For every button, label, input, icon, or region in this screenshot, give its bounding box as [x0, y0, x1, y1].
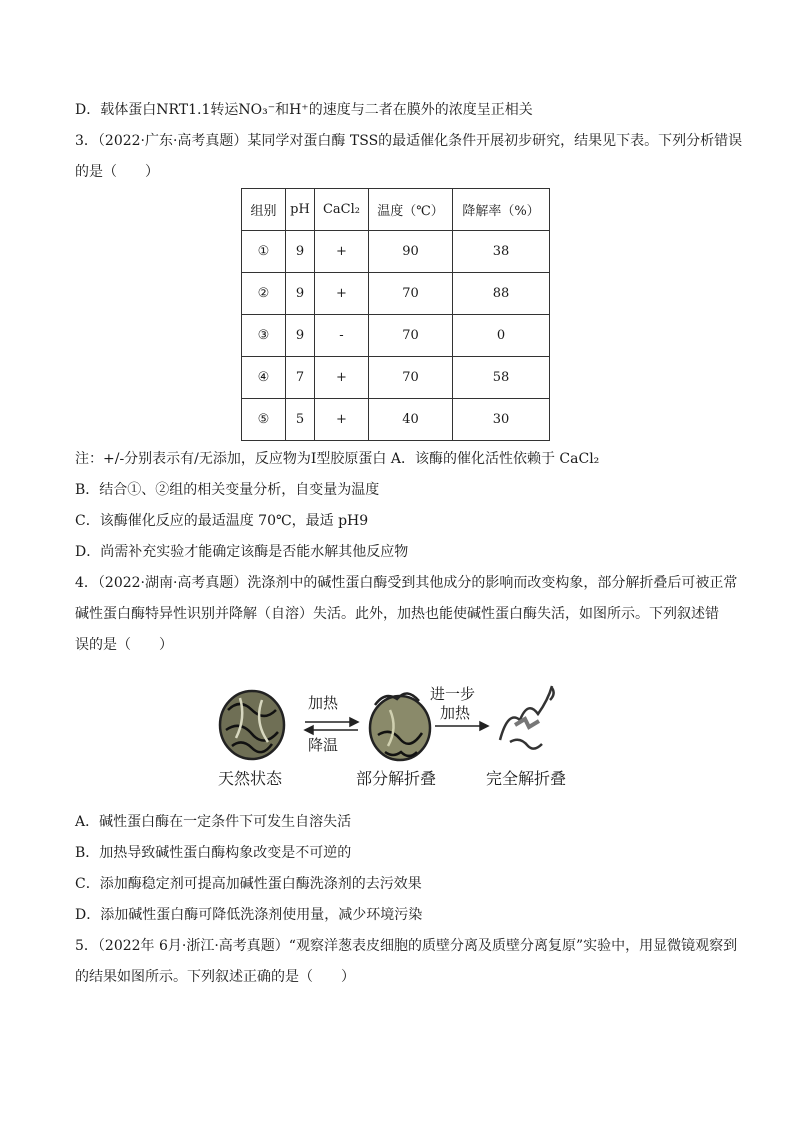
table-header: pH	[286, 189, 315, 231]
caption-partial: 部分解折叠	[356, 769, 437, 788]
q3-stem-line1: 3．（2022·广东·高考真题）某同学对蛋白酶 TSS的最适催化条件开展初步研究，结果见下表。下列分析错误	[75, 133, 743, 149]
q3-stem-line2: 的是（ ）	[75, 164, 159, 180]
q4-stem-line3: 误的是（ ）	[75, 637, 173, 653]
table-cell: 9	[286, 315, 315, 357]
table-cell: +	[315, 399, 369, 441]
table-cell: ③	[242, 315, 286, 357]
table-cell: ①	[242, 231, 286, 273]
arrow-label-heat: 加热	[308, 694, 339, 712]
q2-option-d: D．载体蛋白NRT1.1转运NO₃⁻和H⁺的速度与二者在膜外的浓度呈正相关	[75, 102, 533, 118]
caption-full: 完全解折叠	[486, 769, 567, 788]
q4-option-b: B．加热导致碱性蛋白酶构象改变是不可逆的	[75, 845, 352, 861]
table-cell: -	[315, 315, 369, 357]
table-cell: ④	[242, 357, 286, 399]
q4-stem-line2: 碱性蛋白酶特异性识别并降解（自溶）失活。此外，加热也能使碱性蛋白酶失活，如图所示。下列叙述错	[75, 606, 719, 622]
table-cell: +	[315, 231, 369, 273]
table-cell: 70	[369, 357, 453, 399]
table-header-row	[242, 189, 550, 231]
caption-native: 天然状态	[218, 769, 283, 788]
table-cell: ②	[242, 273, 286, 315]
q5-stem-line1: 5．（2022年 6月·浙江·高考真题）“观察洋葱表皮细胞的质壁分离及质壁分离复原”实验中，用显微镜观察到	[75, 938, 738, 954]
table-cell: +	[315, 357, 369, 399]
table-header: 降解率（%）	[453, 189, 550, 231]
q3-note: 注：+/-分别表示有/无添加，反应物为Ⅰ型胶原蛋白 A．该酶的催化活性依赖于 CaCl₂	[75, 451, 600, 467]
table-cell: 90	[369, 231, 453, 273]
table-cell: 30	[453, 399, 550, 441]
arrow-label-cool: 降温	[308, 736, 339, 754]
table-cell: 0	[453, 315, 550, 357]
table-cell: 70	[369, 273, 453, 315]
q4-stem-line1: 4．（2022·湖南·高考真题）洗涤剂中的碱性蛋白酶受到其他成分的影响而改变构象，部分解折叠后可被正常	[75, 575, 738, 591]
table-cell: 38	[453, 231, 550, 273]
arrow-label-heat2: 加热	[440, 704, 471, 722]
table-row	[242, 315, 550, 357]
q4-option-a: A．碱性蛋白酶在一定条件下可发生自溶失活	[75, 814, 352, 830]
q4-option-d: D．添加碱性蛋白酶可降低洗涤剂使用量，减少环境污染	[75, 907, 423, 923]
table-cell: 5	[286, 399, 315, 441]
fully-unfolded-protein-image	[500, 686, 554, 749]
table-row	[242, 231, 550, 273]
data-table	[241, 188, 550, 441]
table-cell: 88	[453, 273, 550, 315]
table-row	[242, 357, 550, 399]
table-cell: 9	[286, 231, 315, 273]
native-protein-image	[220, 691, 284, 759]
table-cell: 7	[286, 357, 315, 399]
q3-option-c: C．该酶催化反应的最适温度 70℃，最适 pH9	[75, 513, 369, 529]
table-cell: ⑤	[242, 399, 286, 441]
q4-option-c: C．添加酶稳定剂可提高加碱性蛋白酶洗涤剂的去污效果	[75, 876, 422, 892]
table-header: 组别	[242, 189, 286, 231]
q3-option-b: B．结合①、②组的相关变量分析，自变量为温度	[75, 482, 380, 498]
table-row	[242, 399, 550, 441]
table-cell: 40	[369, 399, 453, 441]
table-header: CaCl₂	[315, 189, 369, 231]
q5-stem-line2: 的结果如图所示。下列叙述正确的是（ ）	[75, 969, 355, 985]
partial-unfolded-protein-image	[370, 693, 430, 760]
arrow-label-further: 进一步	[430, 685, 476, 703]
table-row	[242, 273, 550, 315]
table-header: 温度（℃）	[369, 189, 453, 231]
q3-option-d: D．尚需补充实验才能确定该酶是否能水解其他反应物	[75, 544, 409, 560]
protein-folding-figure	[210, 680, 570, 790]
table-cell: 58	[453, 357, 550, 399]
table-cell: 70	[369, 315, 453, 357]
table-cell: 9	[286, 273, 315, 315]
table-cell: +	[315, 273, 369, 315]
